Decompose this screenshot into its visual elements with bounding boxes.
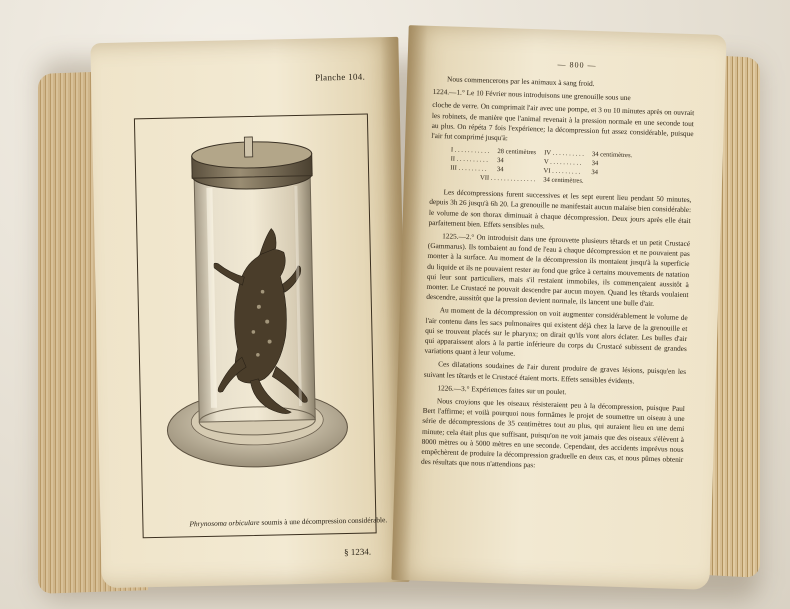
table-cell: 34 xyxy=(591,169,599,177)
experiment-3-heading: 1226.—3.° Expériences faites sur un poulet. xyxy=(437,383,567,397)
plate-header: Planche 104. xyxy=(314,71,366,83)
jar-illustration xyxy=(135,115,376,538)
pressure-table xyxy=(450,146,640,188)
experiment-1-text: cloche de verre. On comprimait l'air avec une pompe, et 3 ou 10 minutes après on ouvrait les robinets, de manière que l'animal revenait à la pression normale en une seconde tout au plus. On répéta 7 fois l'expérience; la décompression fut assez considérable, puisque l'air fut comprimé jusqu'à: xyxy=(431,100,695,143)
table-cell: V . . . . . . . . . . xyxy=(543,158,582,167)
text-block xyxy=(421,74,695,479)
table-cell: 34 xyxy=(496,166,504,174)
left-page-plate xyxy=(90,37,409,588)
caption-species: Phrynosoma orbiculare xyxy=(189,517,260,529)
table-cell: III . . . . . . . . . xyxy=(450,164,487,173)
table-cell: VII . . . . . . . . . . . . . . xyxy=(479,174,536,184)
caption-text: soumis à une décompression considérable. xyxy=(261,515,388,527)
table-cell: IV . . . . . . . . . . xyxy=(544,149,585,158)
paragraph-5: Nous croyions que les oiseaux résisteraient peu à la décompression, puisque Paul Bert l'affirme; et voilà pourquoi nous formâmes le projet de soumettre un oiseau à une série de décompressions de 35 centimètres tout au plus, qui auraient lieu en une demi minute; cela était plus que suffisant, puisqu'on ne voit jamais que des oiseaux s'élèvent à 8000 mètres ou à 5000 mètres en une seconde. Cependant, des accidents imprévus nous empêchèrent de produire la décompression graduelle en deux cas, et nous pûmes obtenir des résultats que nous n'attendions pas: xyxy=(420,396,686,470)
paragraph-2: Les décompressions furent successives et les sept eurent lieu pendant 50 minutes, depuis 3h 26 jusqu'à 6h 20. La grenouille ne manifestait aucun malaise bien considérable: le volume de son thorax diminuait à chaque décompression. Deux jours après elle était parfaitement bien. Effets sensibles nuls. xyxy=(428,187,692,231)
table-cell: 34 centimètres. xyxy=(591,151,633,160)
page-number: — 800 — xyxy=(557,59,597,71)
paragraph-3: Au moment de la décompression on voit augmenter considérablement le volume de l'air contenu dans les sacs pulmonaires qui existent déjà chez la larve de la grenouille et qui se trouvent placés sur le pharynx; on dirait qu'ils vont alors éclater. Les bulles d'air qui apparaissent alors à la partie inférieure du corps du Crustacé subissent de grandes variations quant à leur volume. xyxy=(424,305,688,358)
section-mark: § 1234. xyxy=(343,546,372,558)
paragraph-4: Ces dilatations soudaines de l'air durent produire de graves lésions, puisqu'en les suivant les têtards et le Crustacé étaient morts. Effets sensibles évidents. xyxy=(423,359,687,386)
table-cell: 34 xyxy=(591,160,599,168)
table-cell: 34 xyxy=(497,157,504,165)
table-cell: II . . . . . . . . . . xyxy=(450,155,489,164)
experiment-2-paragraph: 1225.—2.° On introduisit dans une éprouvette plusieurs têtards et un petit Crustacé (Gammarus). Ils tombaient au fond de l'eau à chaque décompression et ne pouvaient pas monter à la surface. Au moment de la décompression ils montaient jusqu'à la superficie du liquide et ils ne pouvaient rester au fond que grâce à certains mouvements de natation qui leur sont particuliers, mais s'il restaient immobiles, ils commençaient aussitôt à monter. Le Crustacé ne pouvait descendre par aucun moyen. Quand les têtards voulaient descendre, aussitôt que la pression devient normale, ils lancent une bulle d'air. xyxy=(426,231,691,309)
table-cell: 34 centimètres. xyxy=(543,176,584,185)
table-cell: I . . . . . . . . . . . xyxy=(450,146,490,155)
right-page-text xyxy=(391,25,726,590)
table-cell: 28 centimètres xyxy=(497,148,537,157)
intro-paragraph: Nous commencerons par les animaux à sang froid. xyxy=(446,74,595,89)
experiment-1-heading: 1224.—1.° Le 10 Février nous introduisons une grenouille sous une xyxy=(432,87,631,103)
plate-frame xyxy=(134,113,388,538)
table-cell: VI . . . . . . . . . xyxy=(543,167,581,176)
